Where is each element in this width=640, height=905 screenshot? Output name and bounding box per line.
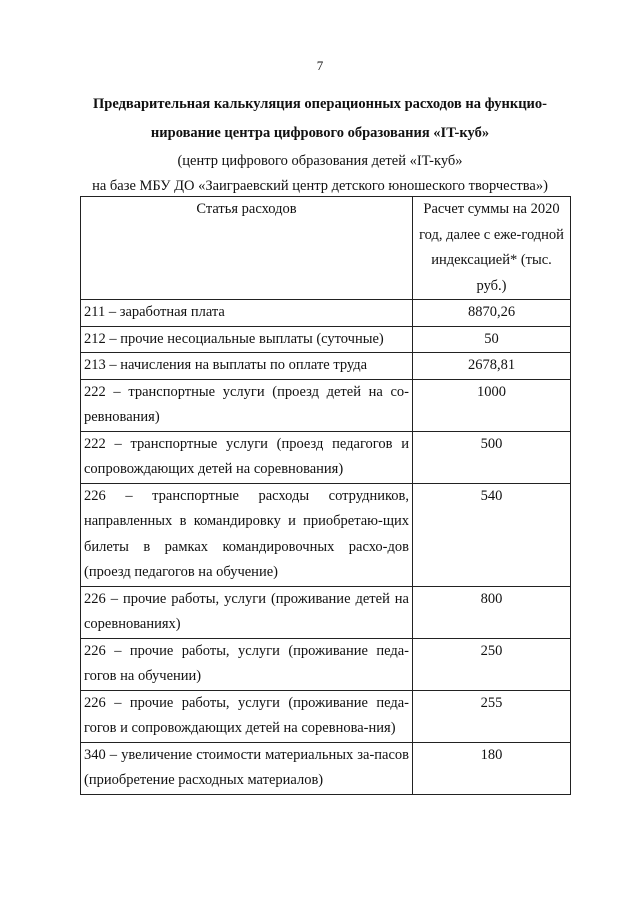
- table-header-row: [81, 197, 571, 300]
- table-row: [81, 431, 571, 483]
- title-line-2: нирование центра цифрового образования «IT-куб»: [150, 125, 490, 141]
- subtitle-line-2: на базе МБУ ДО «Заиграевский центр детского юношеского творчества»): [92, 178, 548, 194]
- table-row: [81, 300, 571, 327]
- table-row: [81, 690, 571, 742]
- document-subtitle: [60, 149, 580, 199]
- table-row: [81, 638, 571, 690]
- title-line-1: Предварительная калькуляция операционных расходов на функцио-: [92, 96, 547, 112]
- expense-amount: 8870,26: [413, 300, 571, 327]
- table-row: [81, 379, 571, 431]
- page-number: 7: [316, 58, 324, 73]
- expense-item: 222 – транспортные услуги (проезд детей на со-ревнования): [81, 379, 413, 431]
- expense-amount: 1000: [413, 379, 571, 431]
- expense-amount: 500: [413, 431, 571, 483]
- expense-item: 222 – транспортные услуги (проезд педагогов и сопровождающих детей на соревнования): [81, 431, 413, 483]
- expense-item: 226 – транспортные расходы сотрудников, направленных в командировку и приобретаю-щих билеты в рамках командировочных расхо-дов (проезд педагогов на обучение): [81, 483, 413, 586]
- expense-item: 213 – начисления на выплаты по оплате труда: [81, 353, 413, 380]
- expense-table: [80, 196, 571, 795]
- table-row: [81, 353, 571, 380]
- expense-amount: 50: [413, 326, 571, 353]
- expense-amount: 180: [413, 742, 571, 794]
- expense-amount: 800: [413, 586, 571, 638]
- document-title: [60, 90, 580, 148]
- table-row: [81, 483, 571, 586]
- expense-amount: 540: [413, 483, 571, 586]
- expense-item: 212 – прочие несоциальные выплаты (суточные): [81, 326, 413, 353]
- table-row: [81, 742, 571, 794]
- header-amount: Расчет суммы на 2020 год, далее с еже-годной индексацией* (тыс. руб.): [413, 197, 571, 300]
- expense-item: 226 – прочие работы, услуги (проживание педа-гогов на обучении): [81, 638, 413, 690]
- expense-amount: 250: [413, 638, 571, 690]
- expense-amount: 255: [413, 690, 571, 742]
- header-expense-item: Статья расходов: [81, 197, 413, 300]
- table-row: [81, 586, 571, 638]
- expense-item: 211 – заработная плата: [81, 300, 413, 327]
- expense-item: 226 – прочие работы, услуги (проживание детей на соревнованиях): [81, 586, 413, 638]
- table-row: [81, 326, 571, 353]
- subtitle-line-1: (центр цифрового образования детей «IT-куб»: [177, 153, 463, 169]
- expense-item: 340 – увеличение стоимости материальных за-пасов (приобретение расходных материалов): [81, 742, 413, 794]
- expense-amount: 2678,81: [413, 353, 571, 380]
- expense-item: 226 – прочие работы, услуги (проживание педа-гогов и сопровождающих детей на соревнова-ния): [81, 690, 413, 742]
